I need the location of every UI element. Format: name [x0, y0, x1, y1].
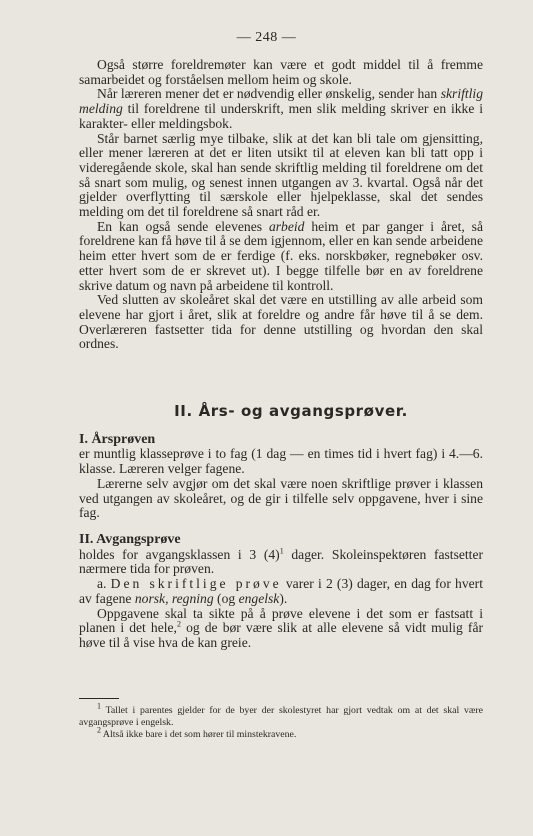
footnote-ref-2: 2	[176, 619, 181, 629]
page-body	[79, 58, 483, 651]
footnote-ref-1: 1	[279, 546, 284, 556]
page-number: — 248 —	[236, 30, 297, 45]
subsection-heading-avgangsprove: II. Avgangsprøve	[79, 531, 181, 547]
intro-paragraph: Ved slutten av skoleåret skal det være en utstilling av alle arbeid som elevene har gjort i året, slik at foreldre og andre får høve til å se dem. Overlæreren fastsetter tida for denne utstilling og hvordan den skal ordnes.	[79, 292, 483, 352]
footnote-rule	[79, 698, 119, 699]
intro-paragraph: Når læreren mener det er nødvendig eller ønskelig, sender han skriftlig melding til foreldrene til underskrift, men slik melding skriver en ikke i karakter- eller meldingsbok.	[79, 86, 483, 131]
avgangsprove-lead: holdes for avgangsklassen i 3 $(4)^1$ dager. Skoleinspektøren fastsetter nærmere tida for prøven.	[79, 546, 484, 577]
avgangsprove-paragraph: Oppgavene skal ta sikte på å prøve elevene i det som er fastsatt i planen i det hele,$^2$ og de bør være slik at alle elevene så vidt mulig får høve til å vise hva de kan greie.	[79, 605, 483, 650]
intro-paragraph: En kan også sende elevenes arbeid heim et par ganger i året, så foreldrene kan få høve til å se dem igjennom, eller en kan sende arbeidene heim etter hvert som de er ferdige (f. eks. norskbøker, regnebøker osv. etter hvert som de er skrevet ut). I begge tilfelle bør en av foreldrene skrive datum og navn på arbeidene til kontroll.	[79, 218, 483, 293]
intro-paragraphs	[79, 58, 483, 352]
subsection-heading-arsproven: I. Årsprøven	[79, 431, 156, 447]
section-title: II. Års- og avgangsprøver.	[174, 402, 408, 421]
footnotes	[79, 698, 483, 741]
intro-paragraph: Står barnet særlig mye tilbake, slik at det kan bli tale om gjensitting, eller mener læreren at det er liten utsikt til at eleven kan bli tatt opp i videregående skole, skal han sende skriftlig melding til foreldrene om det så snart som mulig, og senest innen utgangen av 3. kvartal. Også når det gjelder overflytting til særskole eller hjelpeklasse, skal det sendes melding om det til foreldrene så snart råd er.	[79, 130, 483, 220]
arsproven-paragraph: Lærerne selv avgjør om det skal være noen skriftlige prøver i klassen ved utgangen av skoleåret, og de gir i tilfelle selv oppgavene, hver i sine fag.	[79, 475, 483, 521]
intro-paragraph: Også større foreldremøter kan være et godt middel til å fremme samarbeidet og forståelsen mellom heim og skole.	[79, 57, 483, 87]
arsproven-lead: er muntlig klasseprøve i to fag (1 dag — en times tid i hvert fag) i 4.—6. klasse. Læreren velger fagene.	[79, 446, 483, 477]
footnote-2: $^2$ Altså ikke bare i det som hører til minstekravene.	[97, 725, 297, 740]
footnote-1: $^1$ Tallet i parentes gjelder for de byer der skolestyret har gjort vedtak om at det skal være avgangsprøve i engelsk.	[79, 701, 483, 728]
avgangsprove-item-a: a. Den skriftlige prøve varer i 2 (3) dager, en dag for hvert av fagene norsk, regning (og engelsk).	[79, 576, 483, 606]
